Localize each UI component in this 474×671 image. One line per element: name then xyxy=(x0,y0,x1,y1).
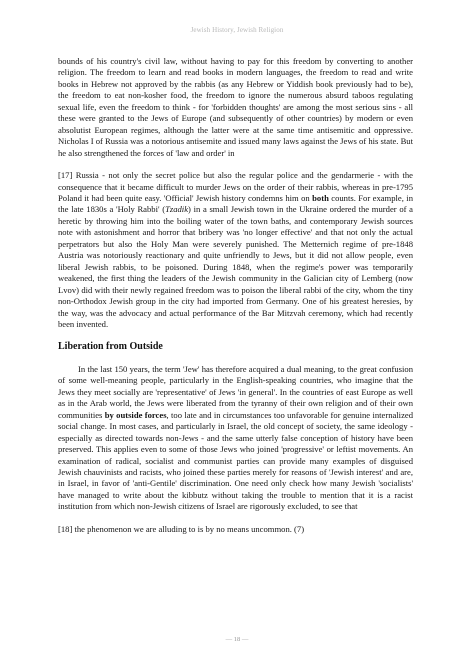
text-run: , too late and in circumstances too unfavorable for genuine internalized social change. In most cases, and particularly in Israel, the old concept of society, the same ideology - especially as directed towards non-Jews - and the same utterly false conception of history have been preserved. This applies even to some of those Jews who joined 'progressive' or leftist movements. An examination of radical, socialist and communist parties can provide many examples of disguised Jewish chauvinists and racists, who joined these parties merely for reasons of 'Jewish interest' and are, in Israel, in favor of 'anti-Gentile' discrimination. One need only check how many Jewish 'socialists' have managed to write about the kibbutz without taking the trouble to mention that it is a racist institution from which non-Jewish citizens of Israel are rigorously excluded, to see that xyxy=(58,409,414,512)
bold-text: both xyxy=(312,192,329,203)
paragraph-17 xyxy=(58,170,413,330)
paragraph-continuation: bounds of his country's civil law, without having to pay for this freedom by converting to another religion. The freedom to learn and read books in modern languages, the freedom to read and write books in Hebrew not approved by the rabbis (as any Hebrew or Yiddish book previously had to be), the freedom to eat non-kosher food, the freedom to ignore the numerous absurd taboos regulating sexual life, even the freedom to think - for 'forbidden thoughts' are among the most serious sins - all these were granted to the Jews of Europe (and subsequently of other countries) by modern or even absolutist European regimes, although the latter were at the same time antisemitic and oppressive. Nicholas I of Russia was a notorious antisemite and issued many laws against the Jews of his state. But he also strengthened the forces of 'law and order' in xyxy=(58,56,413,158)
page-number: — 18 — xyxy=(225,636,249,643)
text-run: ) in a small Jewish town in the Ukraine ordered the murder of a heretic by throwing him into the boiling water of the town baths, and contemporary Jewish sources note with astonishment and horror that bribery was 'no longer effective' and that not only the actual perpetrators but also the Holy Man were severely punished. The Metternich regime of pre-1848 Austria was notoriously reactionary and quite unfriendly to Jews, but it did not allow people, even liberal Jewish rabbis, to be poisoned. During 1848, when the regime's power was temporarily weakened, the first thing the leaders of the Jewish community in the Galician city of Lemberg (now Lvov) did with their newly regained freedom was to poison the liberal rabbi of the city, whom the tiny non-Orthodox Jewish group in the city had imported from Germany. One of his greatest heresies, by the way, was the advocacy and actual performance of the Bar Mitzvah ceremony, which had recently been invented. xyxy=(58,204,413,329)
text-run: In the last 150 years, the term 'Jew' has therefore acquired a dual meaning, to the great confusion of some well-meaning people, particularly in the English-speaking countries, who imagine that the Jews they meet socially are 'representative' of Jews 'in general'. In the countries of east Europe as well as in the Arab world, the Jews were liberated from the tyranny of their own religion and of their own communities xyxy=(58,363,413,420)
section-heading: Liberation from Outside xyxy=(58,341,163,353)
bold-text: by outside forces xyxy=(104,409,167,420)
running-header: Jewish History, Jewish Religion xyxy=(190,26,284,34)
paragraph-18: [18] the phenomenon we are alluding to is by no means uncommon. (7) xyxy=(58,523,305,534)
page-body xyxy=(58,56,413,546)
paragraph-liberation xyxy=(58,364,413,513)
italic-text: Tzadik xyxy=(165,204,189,215)
text-run: counts. For example, in the late 1830s a 'Holy Rabbi' ( xyxy=(58,192,413,215)
text-run: [17] Russia - not only the secret police but also the regular police and the gendarmerie - with the consequence that it became difficult to murder Jews on the order of their rabbis, whereas in pre-1795 Poland it had been quite easy. 'Official' Jewish history condemns him on xyxy=(58,170,413,203)
